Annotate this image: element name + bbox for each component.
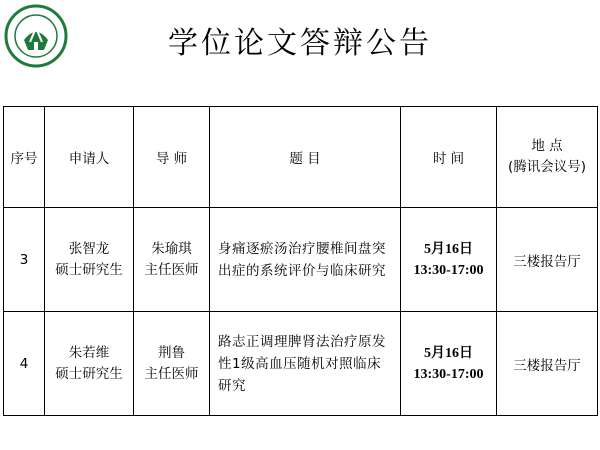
row-advisor — [134, 312, 210, 416]
page-title: 学位论文答辩公告 — [168, 26, 432, 61]
header-topic: 题 目 — [210, 107, 401, 208]
applicant-name: 张智龙 — [68, 240, 110, 257]
advisor-name: 荆鲁 — [158, 344, 185, 361]
header-location — [497, 107, 598, 208]
advisor-title: 主任医师 — [144, 261, 199, 278]
institution-logo — [4, 4, 68, 68]
row-location: 三楼报告厅 — [497, 312, 598, 416]
row-index: 3 — [4, 208, 45, 312]
header-applicant: 申请人 — [45, 107, 134, 208]
applicant-degree: 硕士研究生 — [55, 365, 123, 382]
defense-time: 13:30-17:00 — [413, 366, 484, 382]
row-applicant — [45, 208, 134, 312]
row-applicant — [45, 312, 134, 416]
defense-date: 5月16日 — [424, 345, 473, 361]
advisor-title: 主任医师 — [144, 365, 199, 382]
row-time — [401, 312, 497, 416]
defense-schedule-table — [3, 106, 598, 416]
advisor-name: 朱瑜琪 — [151, 240, 192, 257]
defense-time: 13:30-17:00 — [413, 262, 484, 278]
row-topic: 身痛逐瘀汤治疗腰椎间盘突出症的系统评价与临床研究 — [210, 208, 401, 312]
table-row — [4, 208, 598, 312]
row-time — [401, 208, 497, 312]
header-advisor: 导 师 — [134, 107, 210, 208]
applicant-degree: 硕士研究生 — [55, 261, 123, 278]
header-time: 时 间 — [401, 107, 497, 208]
table-header-row — [4, 107, 598, 208]
table-row — [4, 312, 598, 416]
row-topic: 路志正调理脾肾法治疗原发性1级高血压随机对照临床研究 — [210, 312, 401, 416]
applicant-name: 朱若维 — [68, 344, 110, 361]
header-index: 序号 — [4, 107, 45, 208]
row-index: 4 — [4, 312, 45, 416]
header-location-note: (腾讯会议号) — [507, 159, 587, 175]
row-advisor — [134, 208, 210, 312]
defense-date: 5月16日 — [424, 241, 473, 257]
row-location: 三楼报告厅 — [497, 208, 598, 312]
header-location-label: 地 点 — [531, 138, 563, 154]
